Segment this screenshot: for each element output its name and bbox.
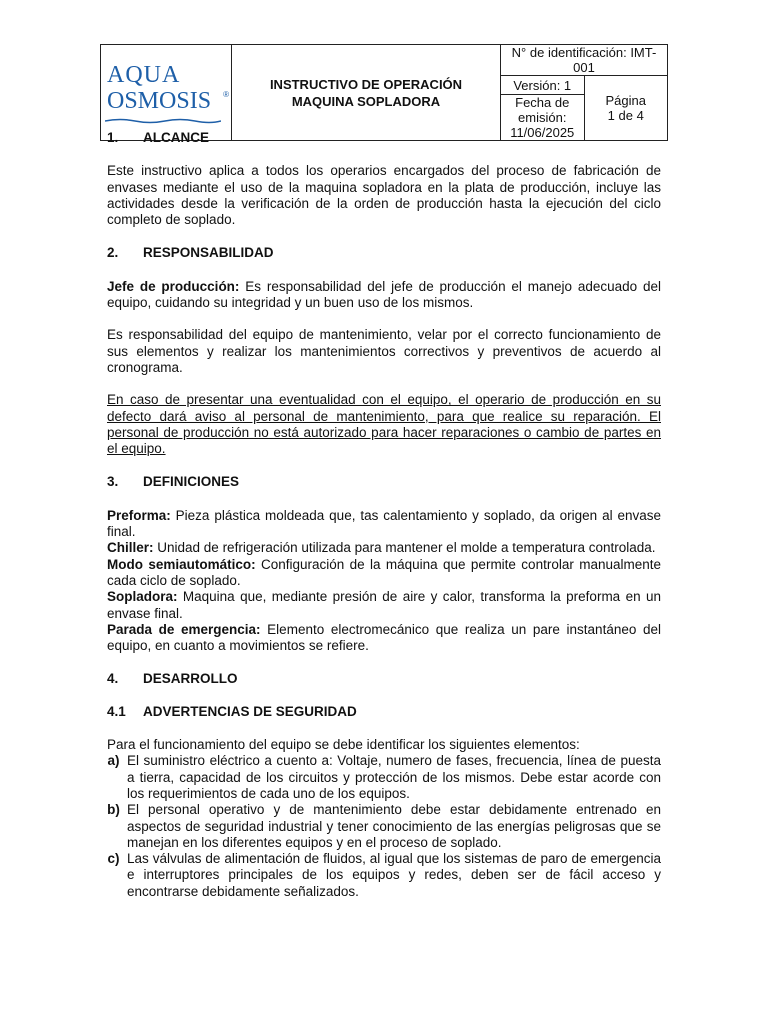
list-item-label: c) [107,851,120,867]
definition-term: Chiller: [107,540,154,556]
advertencias-intro: Para el funcionamiento del equipo se debe identificar los siguientes elementos: [107,737,580,753]
definition-item [107,589,661,622]
responsabilidad-paragraph-3: En caso de presentar una eventualidad con el equipo, el operario de producción en su defecto dará aviso al personal de mantenimiento, para que realice su reparación. El personal de producción no está autorizado para hacer reparaciones o cambio de partes en el equipo. [107,392,661,457]
section-number: 4. [107,671,119,687]
logo-text-aqua: AQUA [107,61,181,88]
document-body [107,130,661,900]
issue-date-label: Fecha de emisión: [515,95,570,125]
alcance-paragraph: Este instructivo aplica a todos los operarios encargados del proceso de fabricación de envases mediante el uso de la maquina sopladora en la plata de producción, incluye las actividades desde la verificación de la orden de producción hasta la ejecución del ciclo completo de soplado. [107,163,661,228]
section-heading-desarrollo [107,671,661,687]
logo-cell [101,45,232,141]
list-item-text: Las válvulas de alimentación de fluidos, al igual que los sistemas de paro de emergencia e interruptores principales de los equipos y redes, deben ser de fácil acceso y encontrarse debidamente señalizados. [127,851,661,899]
definition-item [107,622,661,655]
subsection-heading-advertencias [107,704,661,720]
section-number: 3. [107,474,119,490]
section-title: DESARROLLO [143,671,238,687]
list-item [100,802,661,851]
company-logo [103,60,229,126]
definition-text: Pieza plástica moldeada que, tas calentamiento y soplado, da origen al envase final. [107,507,661,540]
definition-term: Preforma: [107,507,171,523]
list-item [100,851,661,900]
list-item-text: El suministro eléctrico a cuento a: Voltaje, numero de fases, frecuencia, línea de puesta a tierra, capacidad de los circuitos y protección de los mismos. Debe estar acorde con los requerimientos de cada uno de los equipos. [127,753,661,801]
definition-text: Maquina que, mediante presión de aire y calor, transforma la preforma en un envase final. [107,589,661,621]
definition-item [107,540,661,556]
logo-wave-icon [105,118,221,124]
document-version: Versión: 1 [501,76,585,95]
section-number: 2. [107,245,119,261]
safety-list [100,753,661,900]
definition-term: Parada de emergencia: [107,621,261,637]
page-value: 1 de 4 [607,108,644,123]
subsection-number: 4.1 [107,703,126,719]
definition-term: Sopladora: [107,589,178,605]
page-label: Página [605,93,646,108]
definition-term: Modo semiautomático: [107,556,256,572]
section-heading-responsabilidad [107,245,661,261]
logo-text-osmosis: OSMOSIS [107,87,212,114]
section-number: 1. [107,130,119,145]
term-text: Es responsabilidad del jefe de producción el manejo adecuado del equipo, cuidando su integridad y un buen uso de los mismos. [107,278,661,311]
issue-date-value: 11/06/2025 [510,125,575,140]
section-heading-definiciones [107,474,661,490]
section-title: DEFINICIONES [143,474,240,490]
section-title: RESPONSABILIDAD [143,245,274,261]
responsabilidad-paragraph-1 [107,279,661,312]
definition-item [107,557,661,590]
definition-item [107,508,661,541]
definition-text: Elemento electromecánico que realiza un pare instantáneo del equipo, en cuanto a movimientos se refiere. [107,621,661,654]
document-header [100,44,668,141]
responsabilidad-paragraph-2: Es responsabilidad del equipo de mantenimiento, velar por el correcto funcionamiento de sus elementos y realizar los mantenimientos correctivos y preventivos de acuerdo al cronograma. [107,327,661,375]
document-title [232,45,501,141]
list-item-text: El personal operativo y de mantenimiento debe estar debidamente entrenado en aspectos de seguridad industrial y tener conocimiento de las energías peligrosas que se manejan en los diferentes equipos y en el proceso de soplado. [127,802,661,850]
list-item [100,753,661,802]
title-line-2: MAQUINA SOPLADORA [291,93,441,109]
logo-registered-mark: ® [223,89,229,99]
definition-text: Configuración de la máquina que permite controlar manualmente cada ciclo de soplado. [107,556,661,588]
section-title: ALCANCE [143,130,209,145]
title-line-1: INSTRUCTIVO DE OPERACIÓN [269,76,463,92]
list-item-label: b) [107,802,120,818]
definitions-list [107,508,661,655]
subsection-title: ADVERTENCIAS DE SEGURIDAD [143,703,357,719]
definition-text: Unidad de refrigeración utilizada para mantener el molde a temperatura controlada. [153,540,656,556]
section-heading-alcance [107,130,661,146]
list-item-label: a) [107,753,120,769]
document-id: N° de identificación: IMT-001 [501,45,668,76]
term-label: Jefe de producción: [107,278,240,294]
